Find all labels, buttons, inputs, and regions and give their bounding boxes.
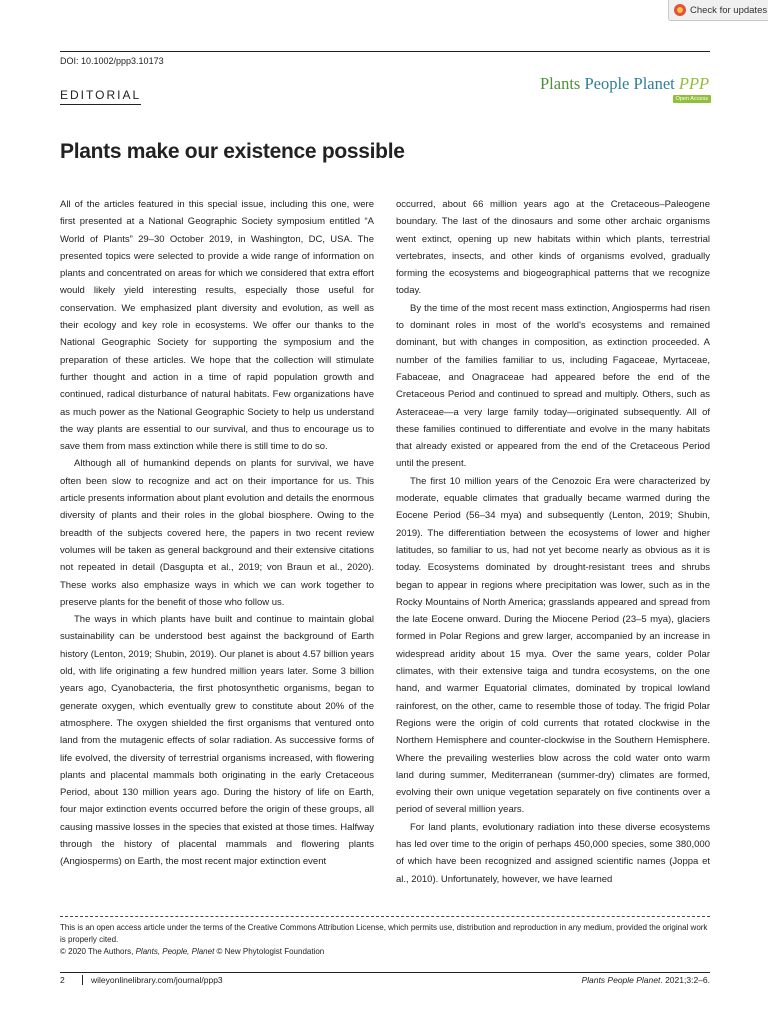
doi[interactable]: DOI: 10.1002/ppp3.10173 xyxy=(60,56,164,66)
article-title: Plants make our existence possible xyxy=(60,140,405,163)
open-access-badge: Open Access xyxy=(673,95,711,103)
journal-logo[interactable] xyxy=(540,76,712,104)
paragraph: The first 10 million years of the Cenozoic Era were characterized by moderate, equable climates that gradually became warmed during the Eocene Period (56–34 mya) and subsequently (Lenton, 2019; Shubin, 2019). The differentiation between the ecosystems of lower and higher latitudes, so familiar to us, had not yet become nearly as obvious as it is today. Ecosystems dominated by drought-resistant trees and shrubs began to appear in regions where precipitation was lower, such as in the Rocky Mountains of North America; grasslands appeared and spread from the late Eocene onward. During the Miocene Period (23–5 mya), glaciers formed in Polar Regions and grew larger, accompanied by an increase in widespread aridity about 15 mya. Over the same years, colder Polar climates, with their extensive taiga and tundra ecosystems, on the one hand, and warmer Equatorial climates, dominated by tropical lowland rainforest, on the other, came to resemble those of today. The frigid Polar Regions were the origin of cold currents that rotated clockwise in the Northern Hemisphere and counter-clockwise in the Southern Hemisphere. Where the prevailing westerlies blow across the cold water onto warm land during summer, Mediterranean (summer-dry) climates are formed, evolving their own unique vegetation separately on five continents over a period of several million years. xyxy=(396,475,710,816)
copyright-line xyxy=(60,946,710,958)
logo-word-people: People xyxy=(584,74,630,93)
paragraph: Although all of humankind depends on plants for survival, we have often been slow to recognize and act on their importance for us. This article presents information about plant evolution and details the enormous diversity of plants and their roles in the global biosphere. Owing to the breadth of the subjects covered here, the papers in two recent review volumes will be taken as general background and their extensive citations not repeated in detail (Dasgupta et al., 2019; von Braun et al., 2020). These works also emphasize ways in which we can work together to preserve plants for the benefit of those who follow us. xyxy=(60,458,374,608)
logo-word-plants: Plants xyxy=(540,74,581,93)
right-column xyxy=(396,196,710,888)
copyright-prefix: © 2020 The Authors, xyxy=(60,947,136,957)
left-column xyxy=(60,196,374,871)
footer-citation-details: . 2021;3:2–6. xyxy=(660,975,710,985)
license-divider xyxy=(60,916,710,917)
logo-word-planet: Planet xyxy=(633,74,675,93)
paragraph: The ways in which plants have built and continue to maintain global sustainability can be understood best against the background of Earth history (Lenton, 2019; Shubin, 2019). Our planet is about 4.57 billion years old, with life originating a few hundred million years later. Some 3 billion years ago, Cyanobacteria, the first photosynthetic organisms, began to generate oxygen, which eventually grew to constitute about 20% of the atmosphere. The oxygen shielded the first organisms that ventured onto land from the mutagenic effects of solar radiation. As successive forms of life evolved, the diversity of terrestrial organisms increased, with flowering plants and placental mammals both originating in the early Cretaceous Period, about 130 million years ago. During the history of life on Earth, four major extinction events occurred before the origin of these groups, all causing massive losses in the species that existed at those times. Halfway through the history of placental mammals and flowering plants (Angiosperms) on Earth, the most recent major extinction event xyxy=(60,614,374,868)
paragraph: All of the articles featured in this special issue, including this one, were first presented at a National Geographic Society symposium entitled “A World of Plants” 29–30 October 2019, in Washington, DC, USA. The presented topics were selected to provide a wide range of information on plants and concentrated on areas for which we considered that extra effort would likely yield interesting results, especially those useful for conservation. We emphasized plant diversity and evolution, as well as their ecology and key role in ecosystems. We offer our thanks to the National Geographic Society for supporting the symposium and the preparation of these articles. We hope that the collection will stimulate further thought and action in a time of rapid population growth and continued, radical disturbance of natural habitats. Few organizations have as much power as the National Geographic Society to help us understand the way plants are essential to our survival, and thus to encourage us to save them from mass extinction while there is still time to do so. xyxy=(60,199,374,453)
copyright-suffix: © New Phytologist Foundation xyxy=(214,947,325,957)
logo-wordmark xyxy=(540,76,712,92)
footer-rule xyxy=(60,972,710,973)
header-rule xyxy=(60,51,710,52)
journal-url-link[interactable]: wileyonlinelibrary.com/journal/ppp3 xyxy=(82,975,223,985)
footer-journal: Plants People Planet xyxy=(581,975,661,985)
paragraph: By the time of the most recent mass extinction, Angiosperms had risen to dominant roles in most of the world's ecosystems and remained dominant, but with changes in composition, as extinction proceeded. A number of the families familiar to us, including Fagaceae, Myrtaceae, Fabaceae, and Onagraceae had appeared before the end of the Cretaceous Period and continued to spread and multiply. Others, such as Asteraceae—a very large family today—originated subsequently. All of these families continued to differentiate and evolve in the many habitats that already existed or appeared from the end of the Cretaceous Period until the present. xyxy=(396,302,710,470)
license-text: This is an open access article under the terms of the Creative Commons Attribution License, which permits use, distribution and reproduction in any medium, provided the original work is properly cited. xyxy=(60,923,708,945)
page-number: 2 xyxy=(60,975,65,985)
check-for-updates-button[interactable] xyxy=(668,0,768,21)
paragraph: For land plants, evolutionary radiation into these diverse ecosystems has led over time to the origin of perhaps 450,000 species, some 380,000 of which have been recognized and assigned scientific names (Joppa et al., 2010). Unfortunately, however, we have learned xyxy=(396,821,710,885)
logo-ppp-mark: PPP xyxy=(678,74,710,93)
crossmark-icon xyxy=(674,4,686,16)
paragraph: occurred, about 66 million years ago at the Cretaceous–Paleogene boundary. The last of the dinosaurs and some other archaic organisms went extinct, opening up new habitats within which plants, terrestrial vertebrates, insects, and other kinds of organisms evolved, gradually forming the ecosystems and biogeographical patterns that we recognize today. xyxy=(396,199,710,297)
footer-citation xyxy=(581,975,710,985)
copyright-journal: Plants, People, Planet xyxy=(135,947,215,957)
section-label: EDITORIAL xyxy=(60,88,141,105)
license-notice xyxy=(60,922,710,959)
check-for-updates-label: Check for updates xyxy=(690,4,768,16)
